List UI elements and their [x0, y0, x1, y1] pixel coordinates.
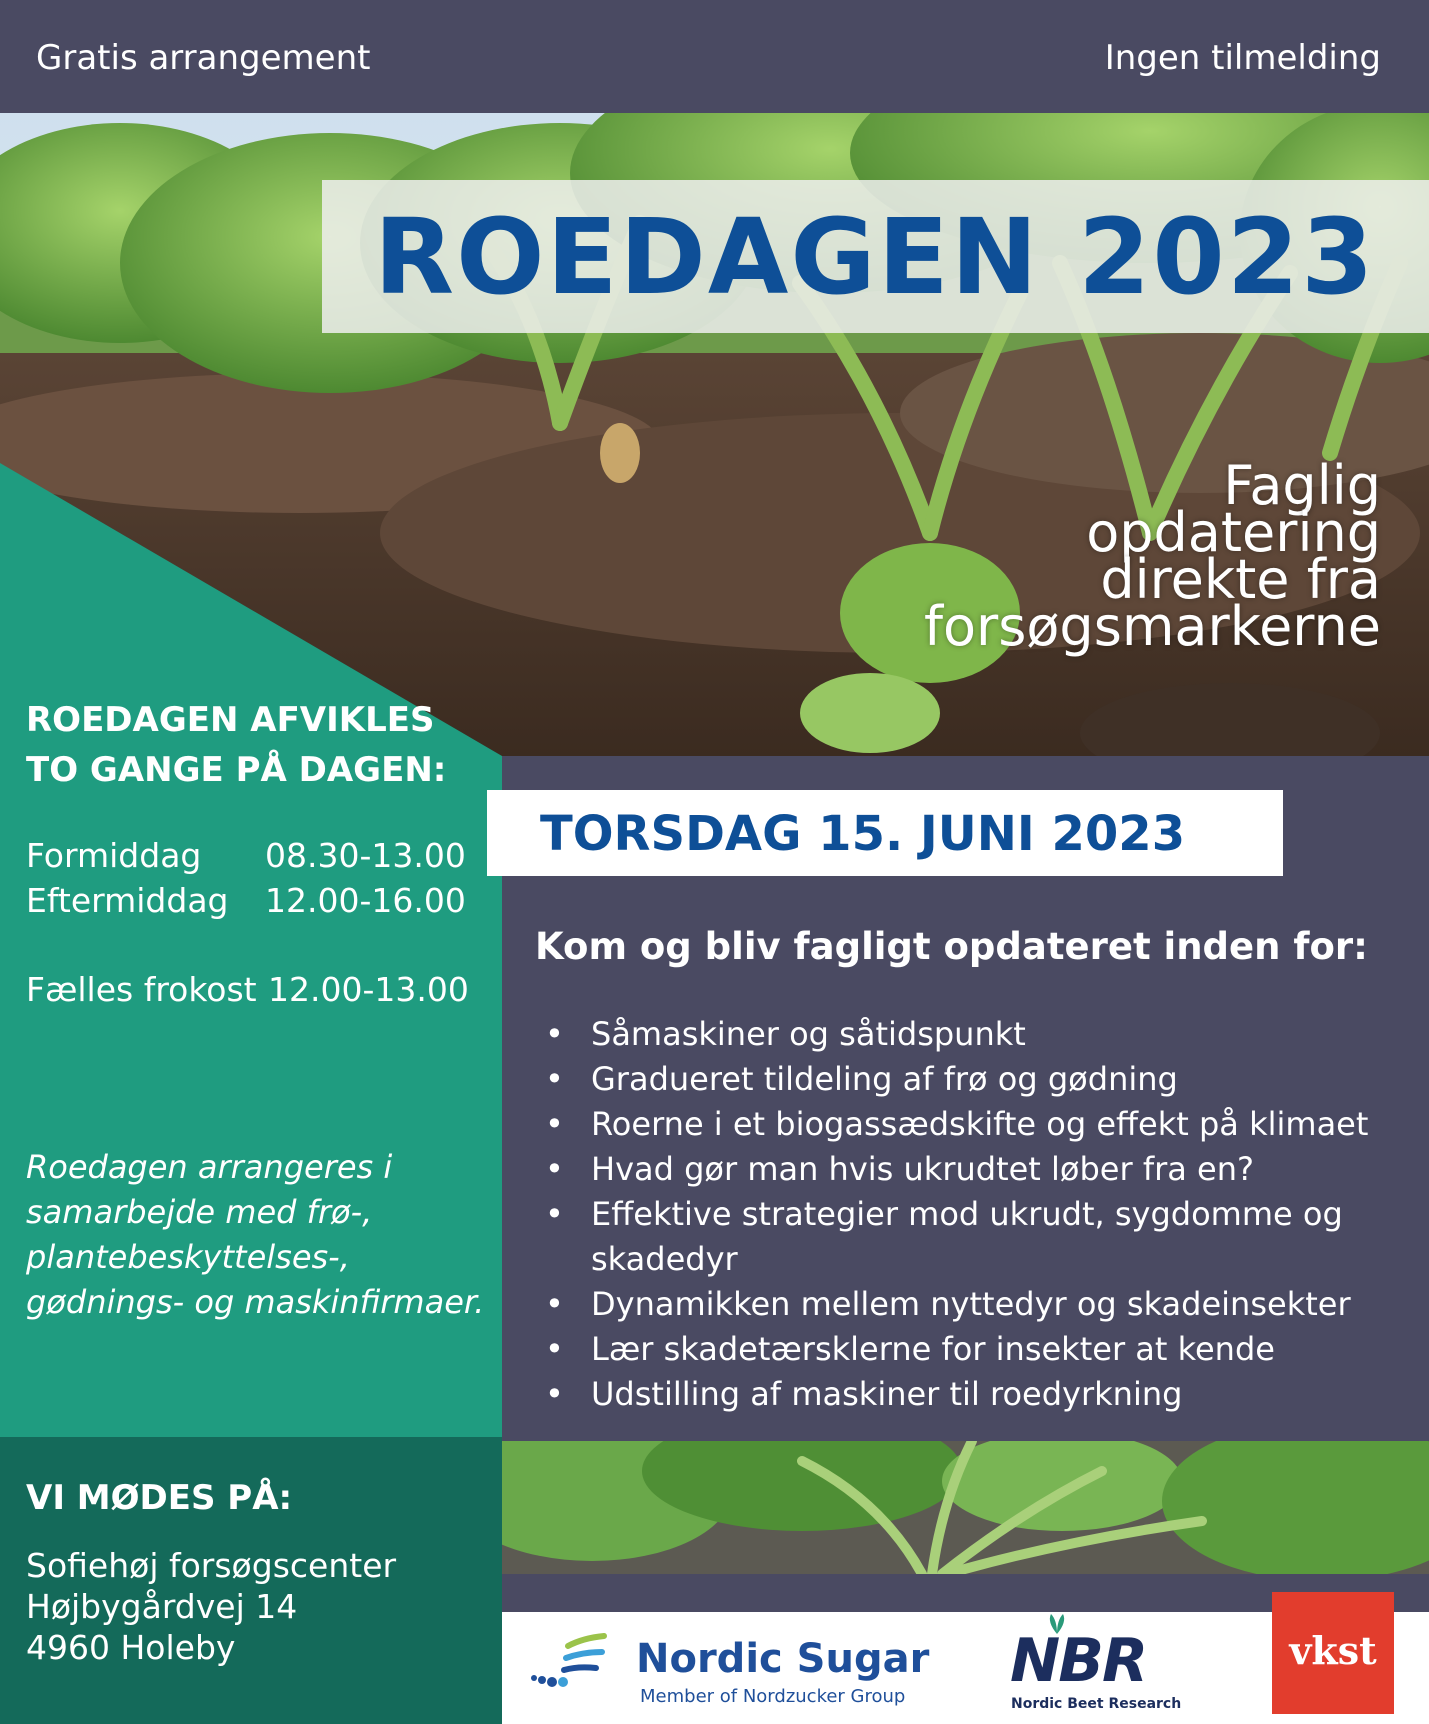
schedule-time: 08.30-13.00 [265, 836, 466, 875]
schedule-heading [26, 695, 446, 795]
topic-item: • Gradueret tildeling af frø og gødning [545, 1057, 1385, 1102]
partner-note-line: samarbejde med frø-, [26, 1193, 373, 1231]
schedule-time: 12.00-16.00 [265, 881, 466, 920]
beet-leaves-photo [502, 1441, 1429, 1574]
topic-item: • Udstilling af maskiner til roedyrkning [545, 1372, 1385, 1417]
tagline-line: direkte fra [1100, 548, 1381, 611]
meeting-address [26, 1545, 396, 1668]
schedule-heading-line: TO GANGE PÅ DAGEN: [26, 750, 447, 790]
free-event-label: Gratis arrangement [36, 38, 371, 78]
partner-note [26, 1145, 484, 1325]
schedule-label: Fælles frokost [26, 970, 257, 1009]
schedule-row [26, 970, 257, 1009]
meeting-heading: VI MØDES PÅ: [26, 1478, 293, 1518]
schedule-row [26, 881, 229, 920]
schedule-time: 12.00-13.00 [268, 970, 469, 1009]
event-title: ROEDAGEN 2023 [374, 196, 1376, 318]
no-registration-label: Ingen tilmelding [1104, 38, 1381, 78]
schedule-heading-line: ROEDAGEN AFVIKLES [26, 700, 435, 740]
partner-note-line: Roedagen arrangeres i [26, 1148, 393, 1186]
partner-note-line: plantebeskyttelses-, [26, 1238, 350, 1276]
address-line: 4960 Holeby [26, 1628, 236, 1667]
vkst-logo-text: vkst [1289, 1628, 1377, 1673]
nordic-sugar-name: Nordic Sugar [636, 1636, 930, 1682]
address-line: Sofiehøj forsøgscenter [26, 1546, 397, 1585]
schedule-label: Formiddag [26, 836, 202, 875]
topics-lead: Kom og bliv fagligt opdateret inden for: [535, 925, 1368, 968]
topic-item: • Såmaskiner og såtidspunkt [545, 1012, 1385, 1057]
nbr-name: NBR [1010, 1626, 1147, 1696]
tagline-line: Faglig [1223, 454, 1381, 517]
topic-item: • Effektive strategier mod ukrudt, sygdomme og skadedyr [545, 1192, 1385, 1282]
partner-note-line: gødnings- og maskinfirmaer. [26, 1283, 485, 1321]
nordic-sugar-icon [528, 1628, 608, 1698]
topics-list [545, 1012, 1385, 1417]
address-line: Højbygårdvej 14 [26, 1587, 298, 1626]
schedule-row [26, 836, 201, 875]
event-date: TORSDAG 15. JUNI 2023 [540, 806, 1186, 862]
topic-item: • Lær skadetærsklerne for insekter at kende [545, 1327, 1385, 1372]
topic-item: • Dynamikken mellem nyttedyr og skadeinsekter [545, 1282, 1385, 1327]
topic-item: • Hvad gør man hvis ukrudtet løber fra en? [545, 1147, 1385, 1192]
nordic-sugar-tagline: Member of Nordzucker Group [640, 1686, 906, 1707]
tagline-line: opdatering [1086, 501, 1381, 564]
schedule-label: Eftermiddag [26, 881, 229, 920]
topic-item: • Roerne i et biogassædskifte og effekt på klimaet [545, 1102, 1385, 1147]
nbr-tagline: Nordic Beet Research [1011, 1696, 1182, 1712]
tagline-line: forsøgsmarkerne [924, 595, 1381, 658]
tagline [781, 454, 1381, 658]
